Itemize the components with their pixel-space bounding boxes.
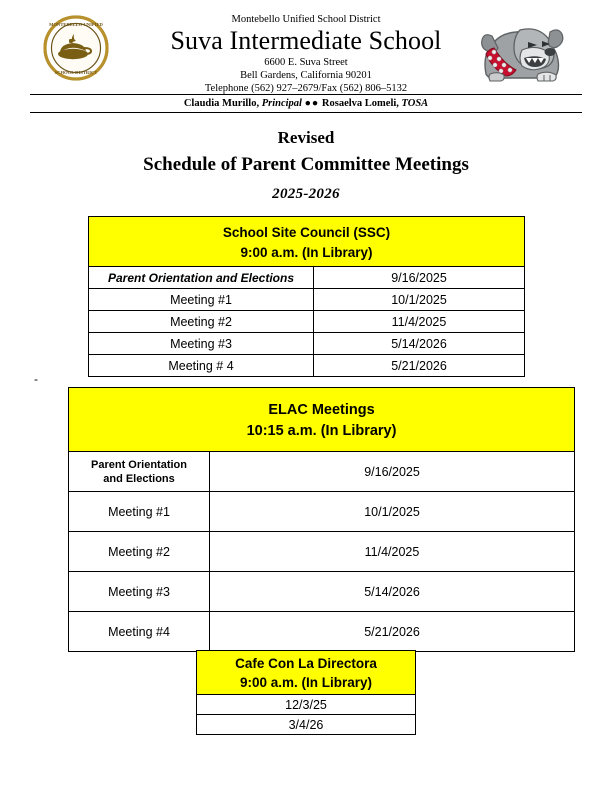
- cafe-table-header: [197, 651, 416, 695]
- ssc-header-title: School Site Council (SSC): [222, 224, 391, 240]
- table-row: [89, 333, 525, 355]
- elac-header-title: ELAC Meetings: [268, 401, 375, 418]
- administration-line: [0, 95, 612, 112]
- cafe-header-title: Cafe Con La Directora: [235, 656, 377, 671]
- table-header-row: [69, 388, 575, 452]
- table-row: [69, 492, 575, 532]
- svg-text:MONTEBELLO UNIFIED: MONTEBELLO UNIFIED: [49, 22, 103, 27]
- meeting-label: Meeting # 4: [89, 355, 314, 377]
- elac-header-time: 10:15 a.m. (In Library): [246, 422, 397, 439]
- school-name: Suva Intermediate School: [170, 26, 442, 55]
- meeting-label: Meeting #2: [89, 311, 314, 333]
- table-row: [197, 695, 416, 715]
- meeting-date: 11/4/2025: [314, 311, 525, 333]
- table-row: [89, 311, 525, 333]
- elac-table-header: [69, 388, 575, 452]
- cafe-header-time: 9:00 a.m. (In Library): [239, 675, 373, 690]
- document-titles: [0, 125, 612, 208]
- school-year-label: 2025-2026: [272, 186, 340, 202]
- ssc-schedule-table: [88, 216, 525, 377]
- ssc-table-header: [89, 217, 525, 267]
- tosa-name: Rosaelva Lomeli,: [321, 98, 399, 109]
- revised-label: Revised: [277, 128, 335, 147]
- table-row: [69, 532, 575, 572]
- montebello-unified-school-district-seal-icon: [42, 14, 110, 82]
- svg-text:SCHOOL DISTRICT: SCHOOL DISTRICT: [54, 70, 98, 75]
- meeting-label: Parent Orientation and Elections: [89, 267, 314, 289]
- meeting-label: Meeting #1: [89, 289, 314, 311]
- meeting-label: Meeting #4: [69, 612, 210, 652]
- page-title: Schedule of Parent Committee Meetings: [143, 154, 469, 175]
- principal-role: Principal: [261, 98, 302, 109]
- meeting-date: 3/4/26: [197, 715, 416, 735]
- meeting-date: 10/1/2025: [210, 492, 575, 532]
- principal-name: Claudia Murillo,: [183, 98, 260, 109]
- meeting-date: 5/21/2026: [314, 355, 525, 377]
- city-state-zip: Bell Gardens, California 90201: [240, 70, 372, 81]
- bulldog-mascot-icon: [476, 12, 580, 90]
- meeting-date: 5/14/2026: [314, 333, 525, 355]
- meeting-date: 5/14/2026: [210, 572, 575, 612]
- header-rule-bottom: [30, 112, 582, 113]
- meeting-label: Meeting #2: [69, 532, 210, 572]
- phone-fax: Telephone (562) 927–2679/Fax (562) 806–5132: [204, 83, 408, 94]
- meeting-date: 10/1/2025: [314, 289, 525, 311]
- table-row: [89, 289, 525, 311]
- street-address: 6600 E. Suva Street: [264, 57, 348, 68]
- table-row: [89, 267, 525, 289]
- meeting-label-line2: and Elections: [103, 472, 175, 485]
- meeting-label: Meeting #3: [89, 333, 314, 355]
- table-row: [69, 572, 575, 612]
- table-row: [69, 612, 575, 652]
- table-header-row: [197, 651, 416, 695]
- table-row: [69, 452, 575, 492]
- district-name: Montebello Unified School District: [231, 14, 381, 25]
- table-row: [197, 715, 416, 735]
- stray-dash-artifact: -: [34, 372, 38, 386]
- meeting-date: 12/3/25: [197, 695, 416, 715]
- table-header-row: [89, 217, 525, 267]
- ssc-header-time: 9:00 a.m. (In Library): [240, 244, 373, 260]
- elac-schedule-table: [68, 387, 575, 652]
- meeting-date: 9/16/2025: [210, 452, 575, 492]
- table-row: [89, 355, 525, 377]
- meeting-label: Meeting #1: [69, 492, 210, 532]
- admin-separator: ●●: [304, 98, 320, 109]
- meeting-label-line1: Parent Orientation: [91, 458, 187, 471]
- cafe-con-la-directora-table: [196, 650, 416, 735]
- meeting-label: [69, 452, 210, 492]
- meeting-date: 5/21/2026: [210, 612, 575, 652]
- meeting-label: Meeting #3: [69, 572, 210, 612]
- meeting-date: 9/16/2025: [314, 267, 525, 289]
- letterhead: [30, 12, 582, 94]
- meeting-date: 11/4/2025: [210, 532, 575, 572]
- tosa-role: TOSA: [401, 98, 429, 109]
